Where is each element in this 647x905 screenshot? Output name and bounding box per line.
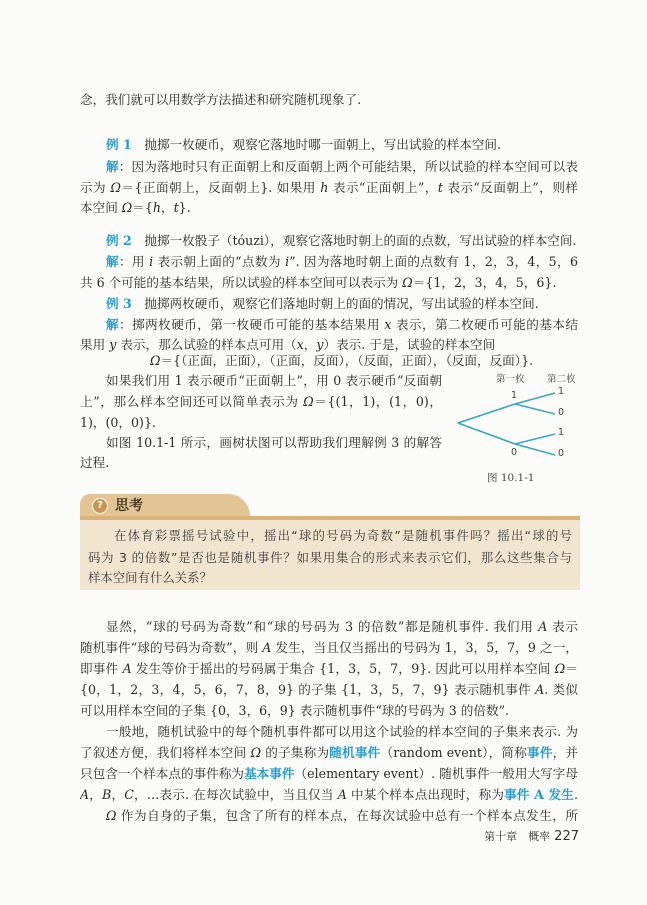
text-segment: 表示，那么试验的样本点可用（ [116, 337, 297, 352]
text-segment: ，…表示. 在每次试验中，当且仅当 [133, 787, 338, 802]
text-segment: 本空间 [80, 200, 122, 215]
tree-branch [515, 393, 555, 404]
text-segment: 一般地，随机试验中的每个随机事件都可以用这个试验的样本空间的子集来表示. 为 [106, 724, 578, 739]
tree-node: 0 [511, 447, 518, 458]
highlighted-term: 基本事件 [244, 766, 295, 781]
highlighted-term: 例 1 [106, 137, 132, 152]
text-segment: ， [160, 200, 174, 215]
text-segment: 可以用样本空间的子集 {0，3，6，9} 表示随机事件“球的号码为 3 的倍数”. [80, 703, 510, 718]
text-segment: 示为 [80, 180, 111, 195]
think-title: 思考 [115, 498, 143, 514]
tree-leaf: 0 [558, 407, 565, 418]
text-segment: 果用 [80, 337, 110, 352]
text-segment: ， [303, 337, 317, 352]
text-segment: 表示朝上面的“点数为 [153, 254, 286, 269]
text-segment: ， [111, 787, 125, 802]
highlighted-term: 事件 A 发生 [504, 787, 574, 802]
highlighted-term: 随机事件 [329, 745, 381, 760]
text-segment: }. [178, 200, 191, 215]
text-segment: 抛掷一枚硬币，观察它落地时哪一面朝上，写出试验的样本空间. [131, 137, 501, 152]
text-segment: 抛掷一枚骰子（tóuzi），观察它落地时朝上的面的点数，写出试验的样本空间. [131, 233, 577, 248]
text-segment: 上”，那么样本空间还可以简单表示为 [80, 394, 304, 409]
think-line: 码为 3 的倍数”是否也是随机事件？如果用集合的形式来表示它们，那么这些集合与 [88, 550, 572, 565]
highlighted-term: 解 [106, 159, 119, 174]
text-segment: （random event），简称 [380, 745, 528, 760]
math-symbol: i [149, 254, 154, 269]
math-symbol: x [384, 317, 392, 332]
text-segment: 表示“反面朝上”，则样 [442, 180, 578, 195]
text-segment: ＝ [565, 661, 578, 676]
text-segment: . [573, 787, 578, 802]
math-symbol: C [124, 787, 134, 802]
think-line: 在体育彩票摇号试验中，摇出“球的号码为奇数”是随机事件吗？摇出“球的号 [114, 528, 572, 543]
math-symbol: B [102, 787, 112, 802]
math-symbol: Ω [106, 808, 117, 823]
tree-branch [515, 434, 555, 444]
text-segment: ＝{（正面，正面），（正面，反面），（反面，正面），（反面，反面）}. [160, 353, 534, 368]
math-symbol: Ω [250, 745, 262, 760]
tree-leaf: 1 [558, 427, 565, 438]
math-symbol: x [296, 337, 304, 352]
math-symbol: Ω [150, 353, 161, 368]
math-symbol: y [109, 337, 117, 352]
highlighted-term: 例 2 [106, 233, 132, 248]
math-symbol: h [152, 200, 161, 215]
tree-leaf: 0 [558, 448, 565, 459]
text-segment: （elementary event）. 随机事件一般用大写字母 [294, 766, 578, 781]
math-symbol: A [337, 787, 347, 802]
text-segment: 共 6 个可能的基本结果，所以试验的样本空间可以表示为 [80, 275, 403, 290]
highlighted-term: 事件 [527, 745, 553, 760]
tree-branch [515, 444, 555, 455]
text-segment: 即事件 [80, 661, 123, 676]
math-symbol: Ω [402, 275, 413, 290]
text-segment: 作为自身的子集，包含了所有的样本点，在每次试验中总有一个样本点发生，所 [116, 808, 578, 823]
math-symbol: A [535, 682, 545, 697]
text-segment: . 类似 [544, 682, 578, 697]
text-segment: ＝{正面朝上，反面朝上}. 如果用 [120, 180, 321, 195]
text-segment: 1)，(0，0)}. [80, 415, 156, 430]
text-segment: 了叙述方便，我们将样本空间 [80, 745, 251, 760]
text-segment: 随机事件“球的号码为奇数”，则 [80, 640, 263, 655]
math-symbol: A [80, 787, 90, 802]
text-segment: 如果我们用 1 表示硬币“正面朝上”，用 0 表示硬币“反面朝 [106, 373, 442, 388]
chapter-title: 第十章 概率 [484, 830, 551, 843]
math-symbol: i [285, 254, 290, 269]
text-segment: 发生等价于摇出的号码属于集合 {1，3，5，7，9}. 因此可以用样本空间 [131, 661, 555, 676]
tree-col2-label: 第二枚 [547, 374, 576, 385]
figure-caption: 图 10.1-1 [487, 472, 535, 484]
math-symbol: Ω [110, 180, 121, 195]
text-segment: 过程. [80, 455, 110, 470]
text-segment: ＝{1，2，3，4，5，6}. [412, 275, 557, 290]
text-segment: 发生，当且仅当摇出的号码为 1，3，5，7，9 之一， [271, 640, 578, 655]
text-segment: 显然，“球的号码为奇数”和“球的号码为 3 的倍数”都是随机事件. 我们用 [106, 619, 539, 634]
text-segment: ：因为落地时只有正面朝上和反面朝上两个可能结果，所以试验的样本空间可以表 [118, 159, 578, 174]
math-symbol: A [538, 619, 548, 634]
highlighted-term: 例 3 [106, 296, 132, 311]
tree-node: 1 [511, 390, 518, 401]
tree-branch [515, 404, 555, 414]
text-segment: 中某个样本点出现时，称为 [346, 787, 505, 802]
highlighted-term: 解 [106, 254, 119, 269]
math-symbol: t [437, 180, 443, 195]
tree-branch [458, 404, 515, 423]
text-segment: ”. 因为落地时朝上面的点数有 1，2，3，4，5，6 [289, 254, 578, 269]
text-segment: 表示 [547, 619, 578, 634]
question-mark-icon: ? [92, 498, 108, 514]
math-symbol: A [262, 640, 272, 655]
text-segment: ，并 [552, 745, 578, 760]
text-segment: ， [89, 787, 103, 802]
highlighted-term: 解 [106, 317, 120, 332]
math-symbol: h [320, 180, 329, 195]
text-segment: ：用 [118, 254, 150, 269]
tree-leaf: 1 [558, 386, 565, 397]
text-segment: ）表示. 于是，试验的样本空间 [323, 337, 496, 352]
text-segment: 表示“正面朝上”， [328, 180, 438, 195]
text-segment: 的子集称为 [261, 745, 330, 760]
math-symbol: y [316, 337, 324, 352]
tree-branch [458, 423, 515, 444]
page-footer [484, 828, 579, 844]
tree-col1-label: 第一枚 [496, 374, 525, 385]
page-number: 227 [554, 829, 579, 844]
text-segment: ：掷两枚硬币，第一枚硬币可能的基本结果用 [119, 317, 385, 332]
text-segment: ＝{(1，1)，(1，0)， [313, 394, 442, 409]
math-symbol: A [122, 661, 132, 676]
math-symbol: Ω [121, 200, 133, 215]
text-segment: {0，1，2，3，4，5，6，7，8，9} 的子集 {1，3，5，7，9} 表示随机事件 [80, 682, 536, 697]
text-segment: 抛掷两枚硬币，观察它们落地时朝上的面的情况，写出试验的样本空间. [131, 296, 539, 311]
text-segment: 只包含一个样本点的事件称为 [80, 766, 245, 781]
think-line: 样本空间有什么关系？ [88, 570, 212, 585]
text-segment: 如图 10.1-1 所示，画树状图可以帮助我们理解例 3 的解答 [106, 435, 442, 450]
text-segment: 表示，第二枚硬币可能的基本结 [391, 317, 578, 332]
text-segment: ＝{ [132, 200, 153, 215]
text-segment: 念，我们就可以用数学方法描述和研究随机现象了. [80, 92, 362, 107]
math-symbol: Ω [303, 394, 314, 409]
math-symbol: t [173, 200, 179, 215]
math-symbol: Ω [554, 661, 566, 676]
